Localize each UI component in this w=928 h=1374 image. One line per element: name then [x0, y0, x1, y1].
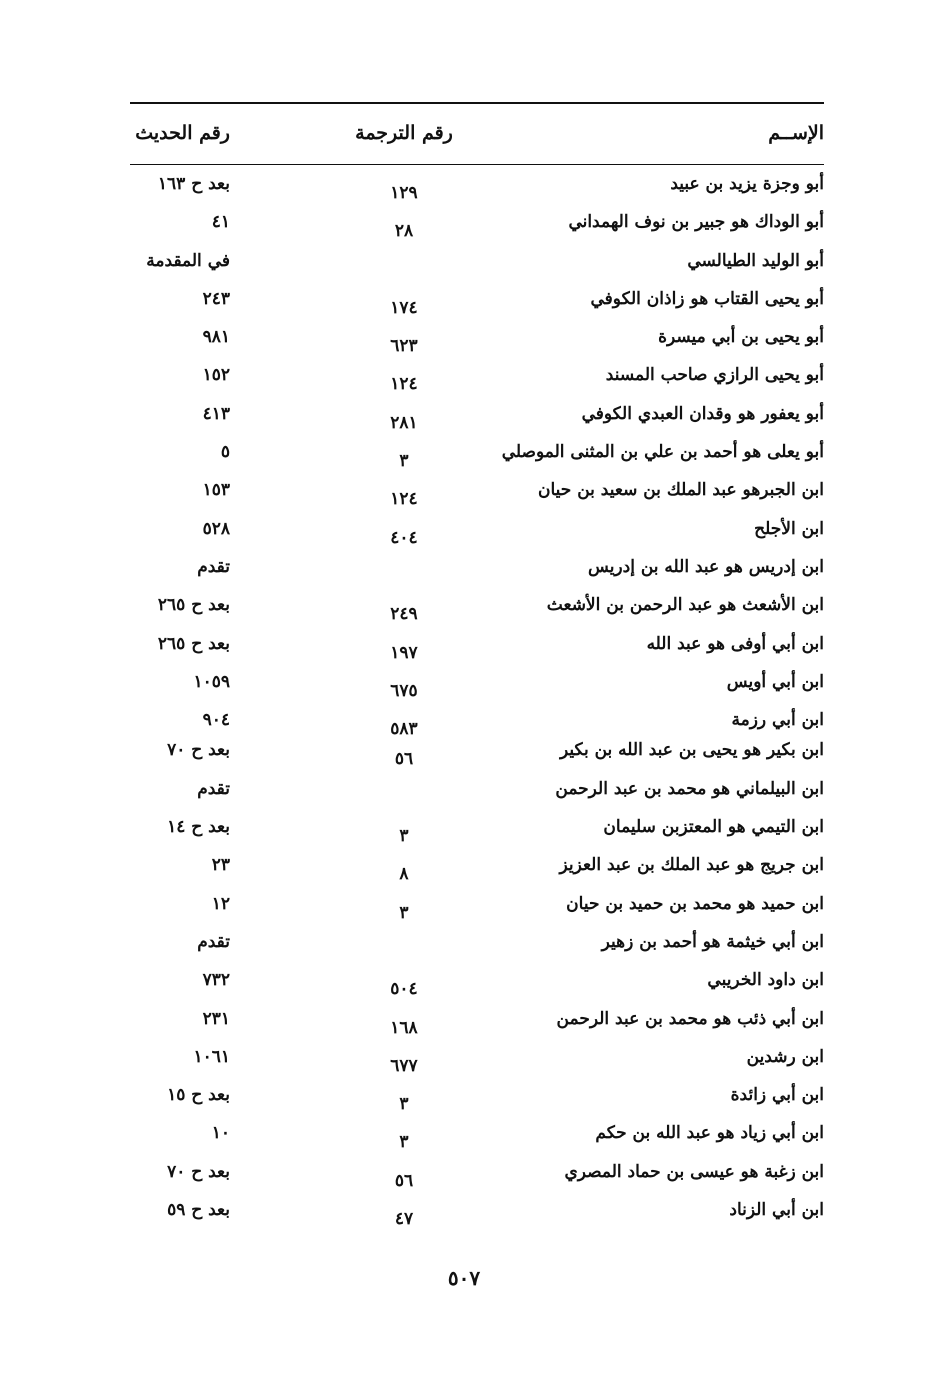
- entry-hadith-number: تقدم: [197, 778, 230, 799]
- page-number: ٥٠٧: [447, 1266, 481, 1290]
- table-row: [130, 663, 824, 701]
- table-row: [130, 1191, 824, 1229]
- table-row: [130, 471, 824, 509]
- entry-hadith-number: بعد ح ١٤: [167, 817, 230, 838]
- entry-translation-number: ٤٠٤: [390, 527, 418, 548]
- table-row: [130, 1153, 824, 1191]
- entry-translation-number: ٢٨: [394, 221, 414, 242]
- entry-hadith-number: بعد ح ٢٦٥: [157, 633, 230, 654]
- entry-translation-number: ٣: [399, 902, 409, 923]
- entry-name: ابن البيلماني هو محمد بن عبد الرحمن: [555, 778, 824, 799]
- entry-name: أبو يعفور هو وقدان العبدي الكوفي: [581, 403, 824, 424]
- entry-hadith-number: ١٥٣: [202, 480, 230, 501]
- table-row: [130, 846, 824, 884]
- entry-hadith-number: ٢٣١: [202, 1008, 230, 1029]
- entry-hadith-number: بعد ح ٥٩: [167, 1200, 230, 1221]
- entry-translation-number: ١٢٩: [390, 183, 418, 203]
- entry-translation-number: ٥٦: [394, 749, 414, 770]
- entry-translation-number: ٣: [399, 1094, 409, 1115]
- entry-hadith-number: تقدم: [197, 556, 230, 577]
- table-row: [130, 318, 824, 356]
- entry-translation-number: ١٩٧: [390, 642, 418, 663]
- header-name: الإســم: [768, 122, 824, 144]
- entry-name: ابن الأشعث هو عبد الرحمن بن الأشعث: [546, 595, 824, 616]
- entry-hadith-number: ١٠: [211, 1123, 230, 1144]
- entry-translation-number: ٥٠٤: [390, 979, 418, 1000]
- entry-name: ابن رشدين: [746, 1046, 824, 1067]
- table-row: [130, 923, 824, 961]
- entry-hadith-number: ١٠٥٩: [193, 671, 230, 692]
- entry-name: ابن زغبة هو عيسى بن حماد المصري: [564, 1161, 824, 1182]
- entry-translation-number: ٢٨١: [390, 412, 418, 433]
- entry-hadith-number: بعد ح ٧٠: [167, 1161, 230, 1182]
- entry-hadith-number: ٥٢٨: [202, 518, 230, 539]
- table-row: [130, 961, 824, 999]
- entry-name: ابن بكير هو يحيى بن عبد الله بن بكير: [560, 740, 824, 761]
- table-row: [130, 1076, 824, 1114]
- table-body: [130, 165, 824, 1229]
- entry-name: ابن التيمي هو المعتزبن سليمان: [603, 817, 824, 838]
- entry-name: ابن أبي زائدة: [730, 1085, 824, 1106]
- table-row: [130, 885, 824, 923]
- table-row: [130, 510, 824, 548]
- table-row: [130, 165, 824, 203]
- entry-translation-number: ٢٤٩: [390, 604, 418, 625]
- entry-translation-number: ٦٢٣: [390, 336, 418, 357]
- table-row: [130, 770, 824, 808]
- entry-hadith-number: ١٢: [211, 893, 230, 914]
- entry-name: أبو يحيى بن أبي ميسرة: [658, 327, 824, 348]
- entry-name: أبو يحيى القتاب هو زاذان الكوفي: [590, 288, 824, 309]
- entry-name: أبو يعلى هو أحمد بن علي بن المثنى الموصلي: [501, 442, 824, 463]
- table-row: [130, 203, 824, 241]
- header-hadith: رقم الحديث: [135, 122, 230, 144]
- entry-translation-number: ١٢٤: [390, 489, 418, 510]
- table-row: [130, 1000, 824, 1038]
- header-translation-label: رقم الترجمة: [355, 122, 453, 144]
- entry-name: ابن أبي زياد هو عبد الله بن حكم: [595, 1123, 824, 1144]
- entry-name: أبو يحيى الرازي صاحب المسند: [605, 365, 824, 386]
- entry-name: ابن أبي ذئب هو محمد بن عبد الرحمن: [556, 1008, 824, 1029]
- entry-hadith-number: ١٠٦١: [193, 1046, 230, 1067]
- table-row: [130, 242, 824, 280]
- entry-translation-number: ٣: [399, 826, 409, 847]
- entry-name: أبو الوداك هو جبير بن نوف الهمداني: [568, 212, 824, 233]
- table-row: [130, 731, 824, 769]
- entry-translation-number: ٨: [399, 864, 409, 885]
- entry-hadith-number: ٩٨١: [202, 327, 230, 348]
- entry-hadith-number: ٢٤٣: [202, 288, 230, 309]
- table-row: [130, 395, 824, 433]
- table-row: [130, 1038, 824, 1076]
- entry-name: ابن حميد هو محمد بن حميد بن حيان: [566, 893, 824, 914]
- entry-translation-number: ٣: [399, 1132, 409, 1153]
- table-row: [130, 625, 824, 663]
- entry-name: ابن الجبرهو عبد الملك بن سعيد بن حيان: [538, 480, 824, 501]
- entry-hadith-number: ٤١: [211, 212, 230, 233]
- entry-hadith-number: ١٥٢: [202, 365, 230, 386]
- entry-name: ابن أبي أوفى هو عبد الله: [646, 633, 824, 654]
- entry-name: ابن أبي أويس: [726, 671, 824, 692]
- table-row: [130, 1114, 824, 1152]
- table-row: [130, 433, 824, 471]
- entry-hadith-number: في المقدمة: [146, 250, 230, 271]
- entry-name: ابن أبي الزناد: [729, 1200, 824, 1221]
- table-row: [130, 280, 824, 318]
- entry-name: ابن إدريس هو عبد الله بن إدريس: [588, 556, 824, 577]
- entry-translation-number: ٣: [399, 451, 409, 472]
- entry-hadith-number: بعد ح ٢٦٥: [157, 595, 230, 616]
- entry-translation-number: ٦٧٧: [390, 1055, 418, 1076]
- entry-translation-number: ٤٧: [394, 1209, 414, 1230]
- entry-name: ابن الأجلح: [754, 518, 824, 539]
- entry-hadith-number: بعد ح ١٥: [167, 1085, 230, 1106]
- entry-translation-number: ٦٧٥: [390, 680, 418, 701]
- index-table: [130, 102, 824, 1229]
- entry-hadith-number: ٥: [220, 442, 230, 463]
- entry-hadith-number: ٢٣: [211, 855, 230, 876]
- entry-translation-number: ٥٦: [394, 1170, 414, 1191]
- entry-name: ابن أبي خيثمة هو أحمد بن زهير: [601, 931, 824, 952]
- entry-translation-number: ١٧٤: [390, 297, 418, 318]
- table-row: [130, 586, 824, 624]
- entry-hadith-number: بعد ح ٧٠: [167, 740, 230, 761]
- entry-name: أبو وجزة يزيد بن عبيد: [670, 174, 824, 194]
- entry-name: ابن جريج هو عبد الملك بن عبد العزيز: [559, 855, 824, 876]
- table-row: [130, 356, 824, 394]
- entry-translation-number: ٥٨٣: [390, 719, 418, 740]
- entry-name: أبو الوليد الطيالسي: [687, 250, 824, 271]
- entry-hadith-number: ٤١٣: [202, 403, 230, 424]
- entry-name: ابن أبي رزمة: [731, 710, 824, 731]
- entry-hadith-number: تقدم: [197, 931, 230, 952]
- entry-hadith-number: ٩٠٤: [202, 710, 230, 731]
- table-row: [130, 548, 824, 586]
- table-row: [130, 808, 824, 846]
- entry-hadith-number: ٧٣٢: [202, 970, 230, 991]
- entry-translation-number: ١٢٤: [390, 374, 418, 395]
- entry-name: ابن داود الخريبي: [707, 970, 824, 991]
- entry-translation-number: ١٦٨: [390, 1017, 418, 1038]
- entry-hadith-number: بعد ح ١٦٣: [157, 174, 230, 194]
- table-header: [130, 104, 824, 164]
